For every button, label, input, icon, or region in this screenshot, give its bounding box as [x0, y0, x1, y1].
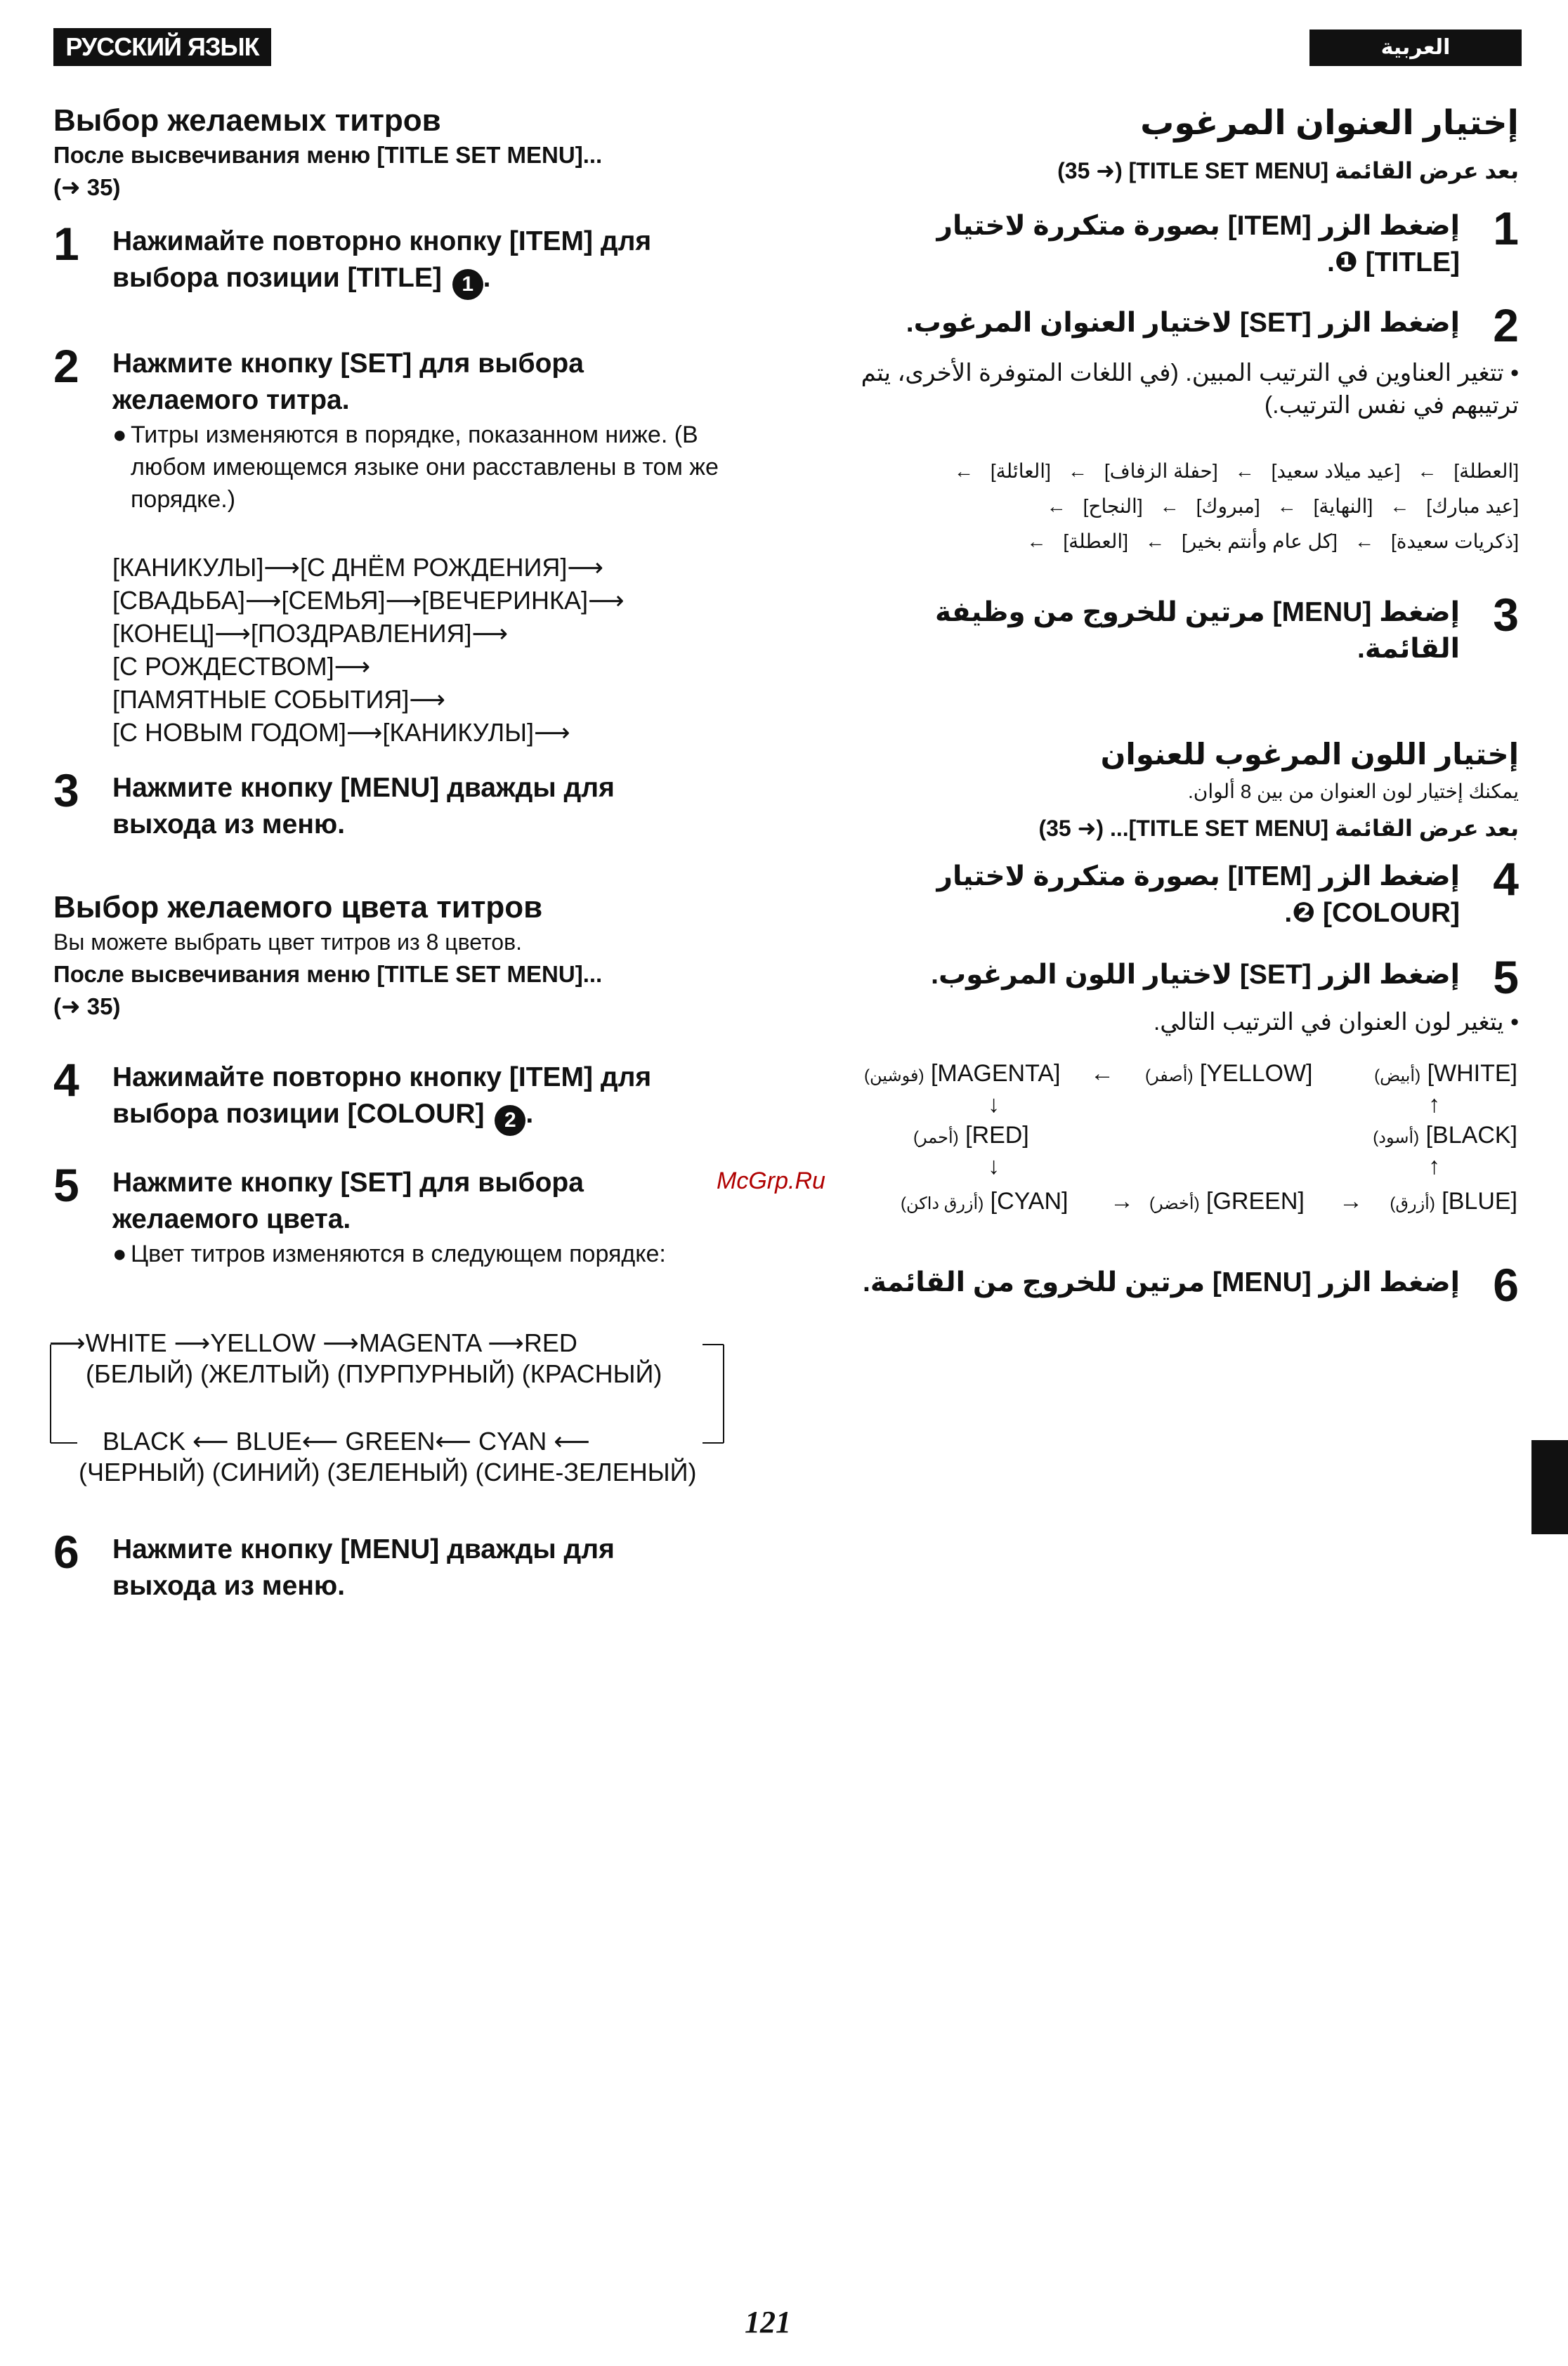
step-number: 4: [1493, 853, 1519, 905]
step-text: إضغط الزر [MENU] مرتين للخروج من القائمة.: [863, 1267, 1460, 1298]
ar-colours-note: يمكنك إختيار لون العنوان من بين 8 ألوان.: [1188, 780, 1519, 802]
arrow-left-icon: ←: [1159, 495, 1180, 517]
sequence-line: [КОНЕЦ]⟶[ПОЗДРАВЛЕНИЯ]⟶: [112, 619, 509, 648]
arrow-left-icon: ←: [953, 460, 974, 482]
step-text: إضغط الزر [ITEM] بصورة متكررة لاختيار [TITLE] ❶.: [936, 211, 1460, 277]
ru-heading-titles: Выбор желаемых титров: [53, 103, 441, 138]
colour-blue: (أزرق) [BLUE]: [1390, 1188, 1517, 1215]
arrow-down-icon: ↓: [988, 1153, 1000, 1179]
step-text: إضغط الزر [SET] لاختيار اللون المرغوب.: [931, 960, 1460, 990]
ru-section-title: [53, 103, 742, 204]
ru-section-colour: [53, 889, 742, 1023]
ru-step-3: [53, 764, 742, 843]
step-number: 4: [53, 1054, 79, 1106]
bullet-icon: ●: [112, 1241, 127, 1267]
ru-ref-35: (➜ 35): [53, 174, 121, 200]
ar-colour-loop-diagram: [864, 1054, 1517, 1236]
ar-step-2: [816, 299, 1519, 351]
sequence-line: [С РОЖДЕСТВОМ]⟶: [112, 652, 371, 681]
arrow-left-icon: ←: [1090, 1060, 1114, 1087]
step-text: Нажимайте повторно кнопку [ITEM] для выбора позиции [COLOUR]: [112, 1062, 652, 1129]
ru-step-2: [53, 340, 742, 419]
arrow-right-icon: →: [1110, 1188, 1134, 1215]
arrow-left-icon: ←: [1144, 530, 1165, 552]
step-number: 1: [1493, 202, 1519, 254]
arrow-left-icon: ←: [1046, 495, 1066, 517]
ar-heading-titles: إختيار العنوان المرغوب: [1140, 105, 1519, 142]
arrow-left-icon: ←: [1390, 495, 1410, 517]
colour-red: (أحمر) [RED]: [913, 1122, 1029, 1149]
step-number: 6: [1493, 1259, 1519, 1311]
step-number: 5: [53, 1159, 79, 1211]
ar-step-4: [816, 853, 1519, 932]
ru-ref-35-b: (➜ 35): [53, 993, 121, 1019]
arrow-left-icon: ←: [1276, 495, 1297, 517]
watermark-text: McGrp.Ru: [717, 1168, 825, 1194]
ru-step-6: [53, 1526, 742, 1604]
step-number: 6: [53, 1526, 79, 1578]
arrow-left-icon: ←: [1026, 530, 1047, 552]
step-text: Нажимайте повторно кнопку [ITEM] для выбора позиции [TITLE]: [112, 226, 652, 293]
arrow-left-icon: ←: [1234, 460, 1255, 482]
ar-step-2-note: • تتغير العناوين في الترتيب المبين. (في اللغات المتوفرة الأخرى، يتم ترتيبهم في نفس الترتيب.): [861, 360, 1519, 419]
colour-row-bottom-ru: (ЧЕРНЫЙ) (СИНИЙ) (ЗЕЛЕНЫЙ) (СИНЕ-ЗЕЛЕНЫЙ): [79, 1458, 697, 1486]
arrow-up-icon: ↑: [1428, 1153, 1440, 1179]
sequence-line: [КАНИКУЛЫ]⟶[С ДНЁМ РОЖДЕНИЯ]⟶: [112, 553, 603, 582]
ru-heading-colour: Выбор желаемого цвета титров: [53, 890, 543, 924]
ar-after-menu: بعد عرض القائمة [TITLE SET MENU] (➜ 35): [1057, 158, 1519, 183]
colour-yellow: (أصفر) [YELLOW]: [1145, 1060, 1313, 1087]
ar-after-menu-2: بعد عرض القائمة [TITLE SET MENU]... (➜ 35): [1038, 816, 1519, 841]
step-text: إضغط الزر [ITEM] بصورة متكررة لاختيار [COLOUR] ❷.: [936, 861, 1460, 928]
step-number: 3: [1493, 589, 1519, 641]
step-number: 5: [1493, 951, 1519, 1003]
callout-1-icon: 1: [452, 269, 483, 300]
ar-step-1: [816, 202, 1519, 281]
ru-colour-loop-diagram: [49, 1322, 745, 1491]
arrow-left-icon: ←: [1067, 460, 1087, 482]
colour-white: (أبيض) [WHITE]: [1374, 1060, 1517, 1087]
colour-cyan: (أزرق داكن) [CYAN]: [901, 1188, 1069, 1215]
arrow-left-icon: ←: [1417, 460, 1437, 482]
sequence-line: [العطلة]←[عيد ميلاد سعيد]←[حفلة الزفاف]←[العائلة]←: [676, 454, 1519, 489]
ru-title-sequence: [53, 551, 801, 749]
colour-green: (أخضر) [GREEN]: [1149, 1188, 1305, 1215]
ar-section-colour: [816, 733, 1519, 844]
colour-row-top: ⟶WHITE ⟶YELLOW ⟶MAGENTA ⟶RED: [49, 1328, 577, 1357]
ar-title-sequence: [676, 454, 1519, 559]
language-header-arabic: العربية: [1309, 30, 1522, 66]
ar-step-6: [816, 1259, 1519, 1311]
ru-after-menu-2: После высвечивания меню [TITLE SET MENU]...: [53, 961, 603, 987]
bullet-icon: ●: [112, 421, 127, 448]
ar-step-3: [816, 589, 1519, 667]
colour-row-bottom: BLACK ⟵ BLUE⟵ GREEN⟵ CYAN ⟵: [103, 1427, 590, 1456]
ru-step-4: 4 Нажимайте повторно кнопку [ITEM] для выбора позиции [COLOUR] 2 .: [53, 1059, 742, 1136]
section-tab-marker: [1531, 1440, 1568, 1534]
arrow-right-icon: →: [1339, 1188, 1363, 1215]
ru-step-2-note: ● Титры изменяются в порядке, показанном ниже. (В любом имеющемся языке они расставлены в том же порядке.): [53, 419, 745, 516]
colour-magenta: (فوشين) [MAGENTA]: [864, 1060, 1061, 1087]
ru-after-menu: После высвечивания меню [TITLE SET MENU]...: [53, 142, 603, 168]
ar-step-5: [816, 951, 1519, 1003]
ru-step-1: 1 Нажимайте повторно кнопку [ITEM] для выбора позиции [TITLE] 1 .: [53, 223, 742, 300]
step-number: 3: [53, 764, 79, 816]
language-header-russian: РУССКИЙ ЯЗЫК: [53, 28, 271, 66]
sequence-line: [ذكريات سعيدة]←[كل عام وأنتم بخير]←[العطلة]←: [676, 524, 1519, 559]
step-text: إضغط [MENU] مرتين للخروج من وظيفة القائمة.: [934, 597, 1460, 664]
step-text: Нажмите кнопку [MENU] дважды для выхода из меню.: [112, 1534, 615, 1601]
ru-colours-note: Вы можете выбрать цвет титров из 8 цветов.: [53, 929, 522, 955]
step-text: إضغط الزر [SET] لاختيار العنوان المرغوب.: [906, 308, 1460, 338]
step-text: Нажмите кнопку [MENU] дважды для выхода из меню.: [112, 773, 615, 839]
sequence-line: [С НОВЫМ ГОДОМ]⟶[КАНИКУЛЫ]⟶: [112, 718, 570, 747]
colour-row-top-ru: (БЕЛЫЙ) (ЖЕЛТЫЙ) (ПУРПУРНЫЙ) (КРАСНЫЙ): [86, 1359, 662, 1388]
ru-step-5: [53, 1159, 742, 1238]
arrow-down-icon: ↓: [988, 1091, 1000, 1118]
step-number: 1: [53, 218, 79, 270]
arrow-up-icon: ↑: [1428, 1091, 1440, 1118]
sequence-line: [СВАДЬБА]⟶[СЕМЬЯ]⟶[ВЕЧЕРИНКА]⟶: [112, 586, 625, 615]
colour-black: (أسود) [BLACK]: [1373, 1122, 1517, 1149]
step-text: Нажмите кнопку [SET] для выбора желаемого цвета.: [112, 1168, 584, 1234]
callout-2-icon: 2: [495, 1105, 525, 1136]
ar-step-5-note: • يتغير لون العنوان في الترتيب التالي.: [1153, 1009, 1519, 1035]
step-number: 2: [53, 340, 79, 392]
step-text: Нажмите кнопку [SET] для выбора желаемого титра.: [112, 348, 584, 415]
sequence-line: [ПАМЯТНЫЕ СОБЫТИЯ]⟶: [112, 685, 445, 714]
arrow-left-icon: ←: [1354, 530, 1374, 552]
page-number: 121: [745, 2305, 791, 2339]
ar-heading-colour: إختيار اللون المرغوب للعنوان: [1100, 738, 1519, 771]
step-number: 2: [1493, 299, 1519, 351]
ru-step-5-note: ● Цвет титров изменяются в следующем порядке:: [53, 1238, 745, 1270]
ar-section-title: [816, 103, 1519, 187]
sequence-line: [عيد مبارك]←[النهاية]←[مبروك]←[النجاح]←: [676, 489, 1519, 524]
